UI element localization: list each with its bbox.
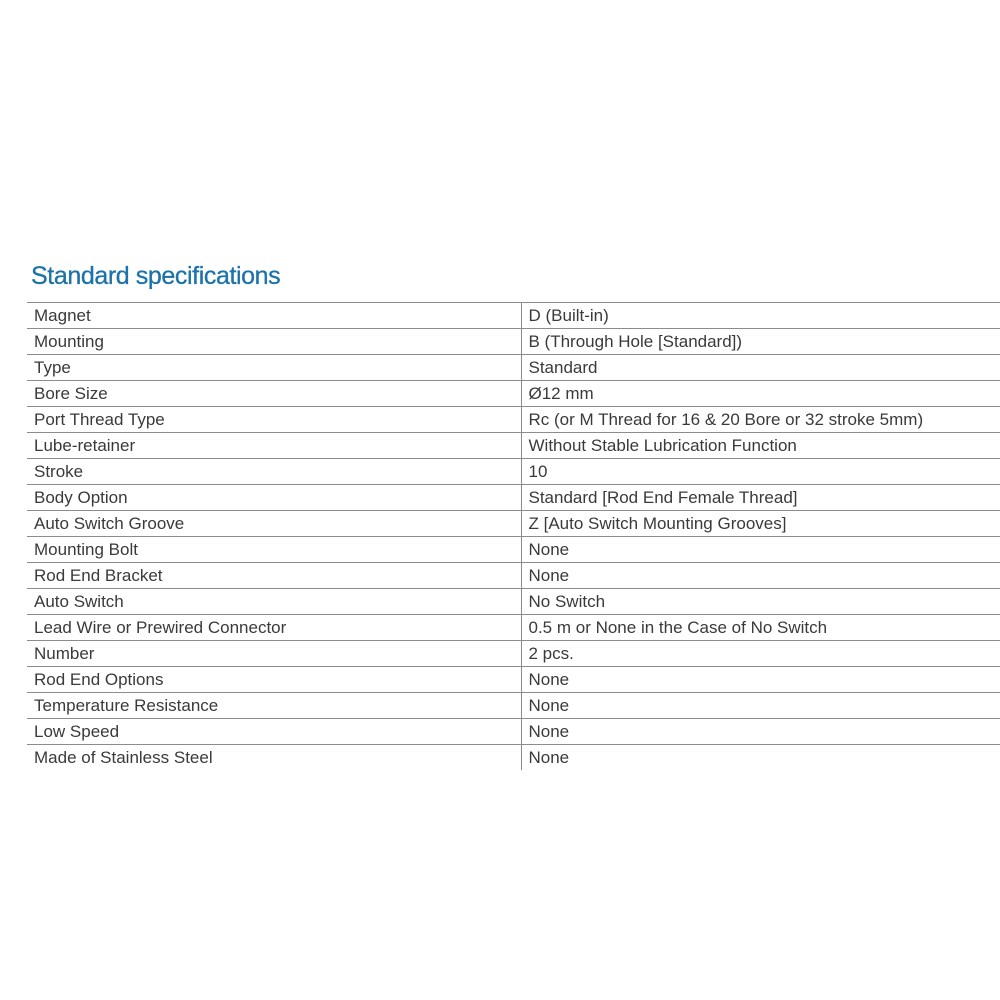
spec-label: Made of Stainless Steel (27, 745, 521, 771)
spec-value: None (521, 719, 1000, 745)
spec-value: None (521, 667, 1000, 693)
spec-value: D (Built-in) (521, 303, 1000, 329)
spec-value: 0.5 m or None in the Case of No Switch (521, 615, 1000, 641)
spec-label: Rod End Bracket (27, 563, 521, 589)
table-row (27, 355, 1000, 381)
spec-label: Body Option (27, 485, 521, 511)
spec-label: Auto Switch Groove (27, 511, 521, 537)
spec-label: Port Thread Type (27, 407, 521, 433)
spec-label: Bore Size (27, 381, 521, 407)
table-row (27, 433, 1000, 459)
spec-value: None (521, 563, 1000, 589)
spec-label: Lube-retainer (27, 433, 521, 459)
spec-label: Low Speed (27, 719, 521, 745)
table-row (27, 407, 1000, 433)
spec-label: Mounting (27, 329, 521, 355)
spec-label: Number (27, 641, 521, 667)
spec-label: Temperature Resistance (27, 693, 521, 719)
spec-label: Type (27, 355, 521, 381)
spec-value: Standard [Rod End Female Thread] (521, 485, 1000, 511)
table-row (27, 381, 1000, 407)
spec-label: Lead Wire or Prewired Connector (27, 615, 521, 641)
spec-value: 10 (521, 459, 1000, 485)
spec-value: None (521, 745, 1000, 771)
table-row (27, 329, 1000, 355)
spec-value: None (521, 693, 1000, 719)
spec-value: Standard (521, 355, 1000, 381)
table-row (27, 615, 1000, 641)
table-row (27, 667, 1000, 693)
spec-value: No Switch (521, 589, 1000, 615)
spec-value: Ø12 mm (521, 381, 1000, 407)
spec-label: Magnet (27, 303, 521, 329)
table-row (27, 563, 1000, 589)
spec-label: Stroke (27, 459, 521, 485)
table-row (27, 745, 1000, 771)
section-title: Standard specifications (31, 262, 281, 290)
table-row (27, 641, 1000, 667)
spec-label: Auto Switch (27, 589, 521, 615)
spec-value: B (Through Hole [Standard]) (521, 329, 1000, 355)
table-row (27, 511, 1000, 537)
spec-table (27, 302, 1000, 770)
spec-label: Rod End Options (27, 667, 521, 693)
table-row (27, 459, 1000, 485)
spec-value: Rc (or M Thread for 16 & 20 Bore or 32 stroke 5mm) (521, 407, 1000, 433)
table-row (27, 485, 1000, 511)
table-row (27, 719, 1000, 745)
spec-value: Z [Auto Switch Mounting Grooves] (521, 511, 1000, 537)
spec-table-body (27, 303, 1000, 771)
table-row (27, 303, 1000, 329)
spec-label: Mounting Bolt (27, 537, 521, 563)
table-row (27, 589, 1000, 615)
spec-value: None (521, 537, 1000, 563)
spec-value: 2 pcs. (521, 641, 1000, 667)
table-row (27, 537, 1000, 563)
table-row (27, 693, 1000, 719)
spec-value: Without Stable Lubrication Function (521, 433, 1000, 459)
